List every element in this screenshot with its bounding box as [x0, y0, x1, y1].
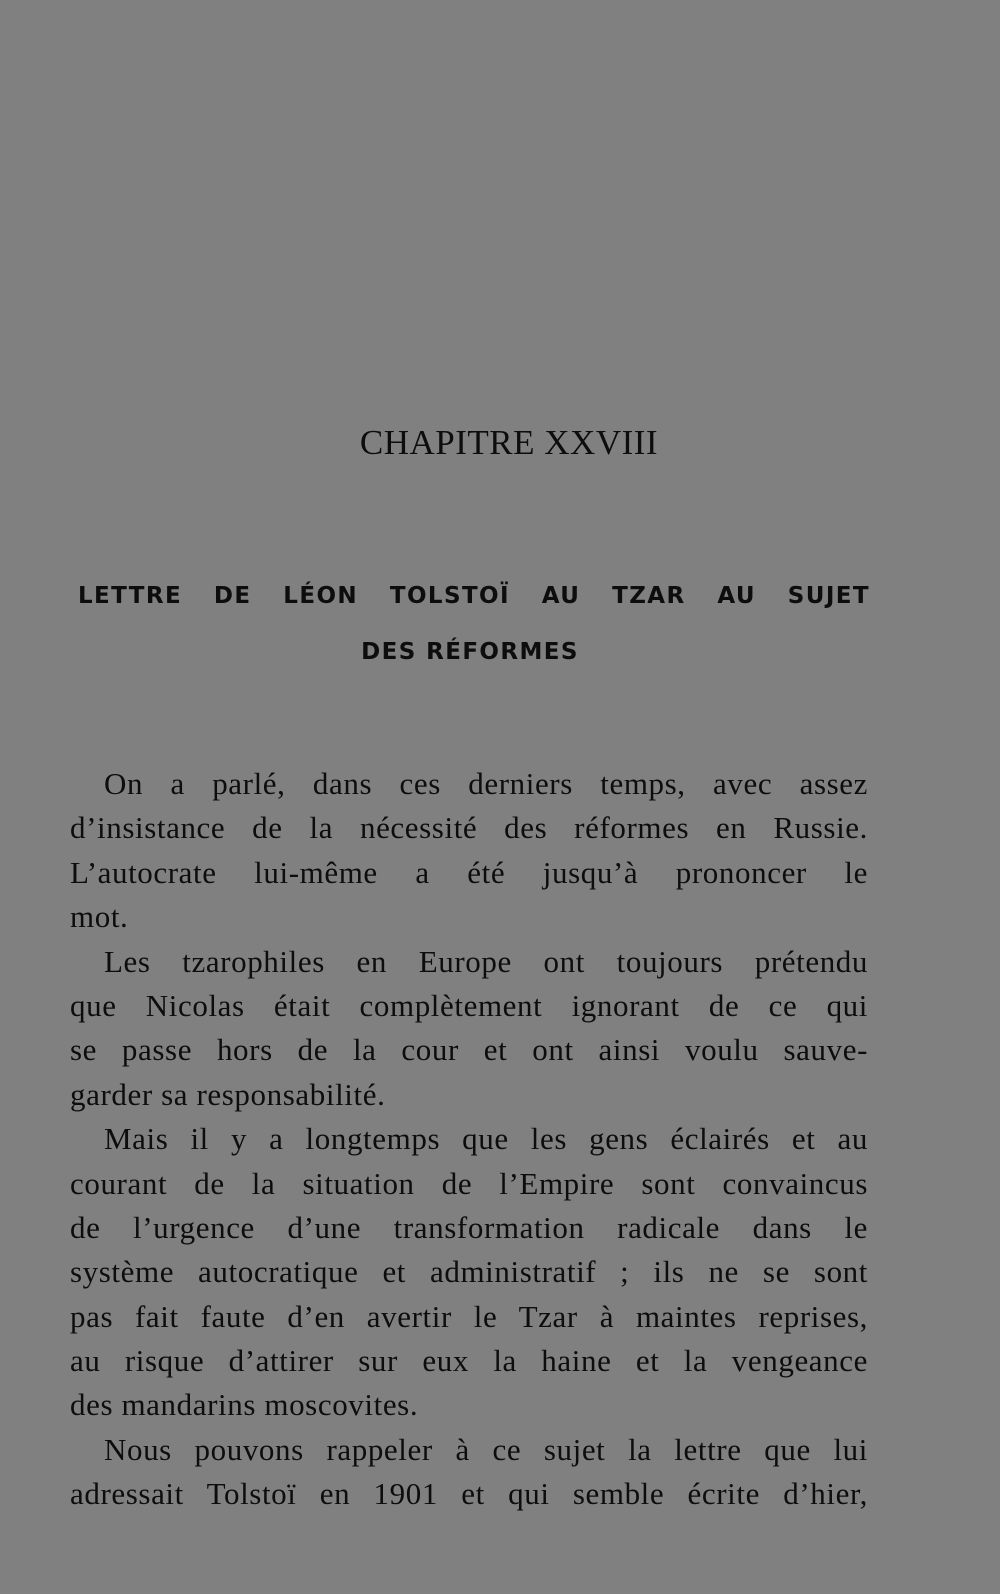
body-text	[70, 762, 868, 1517]
chapter-title: CHAPITRE XXVIII	[359, 423, 659, 462]
text-line: garder sa responsabilité.	[70, 1076, 386, 1112]
text-line: système autocratique et administratif ; ils ne se sont	[70, 1254, 868, 1290]
text-line: que Nicolas était complètement ignorant de ce qui	[70, 987, 868, 1023]
text-line: se passe hors de la cour et ont ainsi voulu sauve-	[70, 1032, 868, 1068]
text-line: Les tzarophiles en Europe ont toujours prétendu	[104, 943, 868, 979]
text-line: On a parlé, dans ces derniers temps, avec assez	[104, 766, 868, 801]
text-line: au risque d’attirer sur eux la haine et la vengeance	[70, 1343, 868, 1379]
text-line: mot.	[70, 899, 129, 935]
text-line: des mandarins moscovites.	[70, 1387, 419, 1423]
text-line: Nous pouvons rappeler à ce sujet la lettre que lui	[104, 1431, 868, 1467]
text-line: pas fait faute d’en avertir le Tzar à maintes reprises,	[70, 1298, 868, 1334]
text-line: Mais il y a longtemps que les gens éclairés et au	[104, 1121, 868, 1157]
text-line: de l’urgence d’une transformation radicale dans le	[70, 1209, 868, 1245]
subtitle-line: LETTRE DE LÉON TOLSTOÏ AU TZAR AU SUJET	[78, 583, 870, 609]
text-line: adressait Tolstoï en 1901 et qui semble écrite d’hier,	[70, 1476, 868, 1512]
text-line: d’insistance de la nécessité des réformes en Russie.	[70, 810, 868, 846]
text-line: courant de la situation de l’Empire sont convaincus	[70, 1165, 868, 1201]
text-line: L’autocrate lui-même a été jusqu’à prononcer le	[70, 854, 868, 890]
subtitle-line: DES RÉFORMES	[361, 639, 579, 665]
chapter-subtitle	[78, 568, 870, 680]
